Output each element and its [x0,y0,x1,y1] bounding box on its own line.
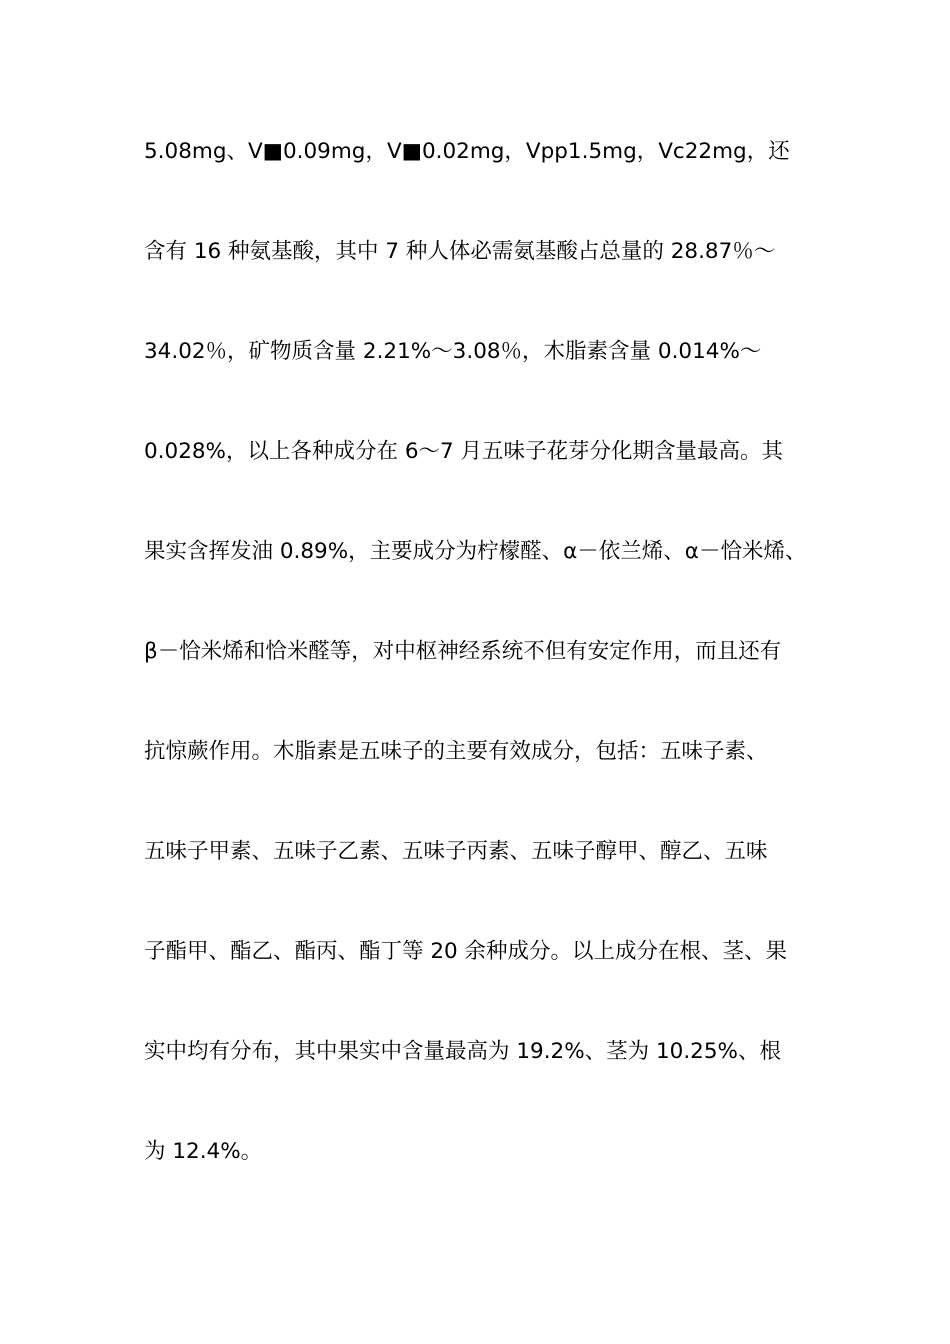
paragraph [144,134,824,1234]
text-line [144,234,824,334]
text-line-content: 34.02％，矿物质含量 2.21%～3.08％，木脂素含量 0.014%～ [144,339,762,364]
text-line [144,1134,824,1234]
text-line-content: β－恰米烯和恰米醛等，对中枢神经系统不但有安定作用，而且还有 [144,639,782,664]
text-line-content: 0.028%，以上各种成分在 6～7 月五味子花芽分化期含量最高。其 [144,439,784,464]
text-line [144,834,824,934]
text-line-content: 五味子甲素、五味子乙素、五味子丙素、五味子醇甲、醇乙、五味 [144,839,768,864]
text-line-content: 5.08mg、V■0.09mg，V■0.02mg，Vpp1.5mg，Vc22mg，还 [144,139,790,164]
text-line [144,1034,824,1134]
text-line-content: 含有 16 种氨基酸，其中 7 种人体必需氨基酸占总量的 28.87％～ [144,239,776,264]
text-line [144,534,824,634]
text-line [144,634,824,734]
text-line [144,934,824,1034]
text-line-content: 果实含挥发油 0.89%，主要成分为柠檬醛、α－依兰烯、α－恰米烯、 [144,539,807,564]
text-line-content: 为 12.4%。 [144,1139,263,1164]
text-line-content: 抗惊蕨作用。木脂素是五味子的主要有效成分，包括：五味子素、 [144,739,768,764]
text-line [144,434,824,534]
text-line [144,734,824,834]
text-line [144,334,824,434]
text-line-content: 实中均有分布，其中果实中含量最高为 19.2%、茎为 10.25%、根 [144,1039,781,1064]
text-line-content: 子酯甲、酯乙、酯丙、酯丁等 20 余种成分。以上成分在根、茎、果 [144,939,788,964]
text-line [144,134,824,234]
